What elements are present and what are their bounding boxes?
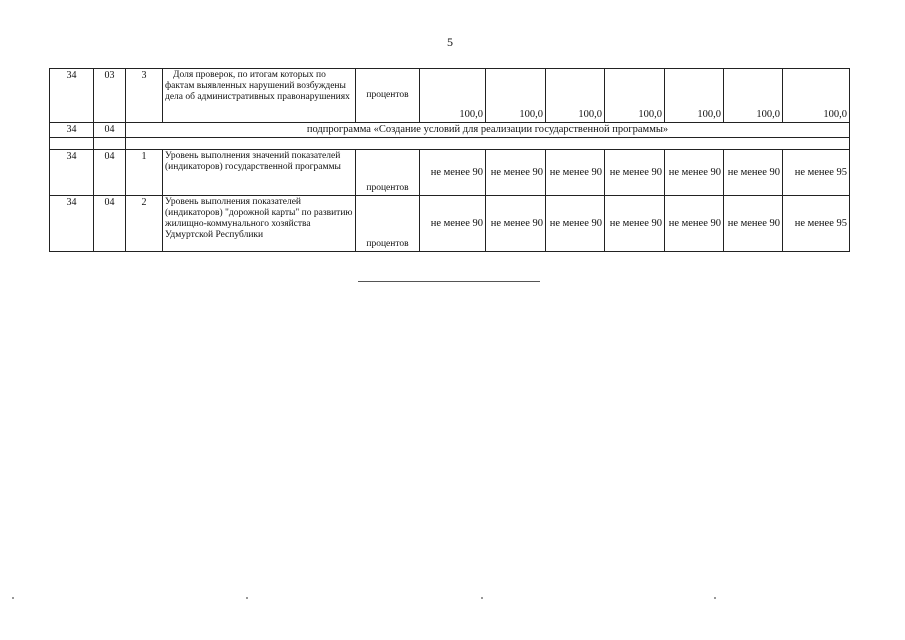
- spacer-row: [50, 138, 850, 150]
- value-cell: не менее 90: [665, 150, 724, 196]
- empty-cell: [50, 138, 94, 150]
- value-cell: 100,0: [724, 69, 783, 123]
- table-row: [50, 150, 850, 196]
- value-cell: не менее 90: [605, 150, 665, 196]
- value-cell: 100,0: [546, 69, 605, 123]
- scan-speck: [12, 597, 14, 599]
- value-cell: не менее 90: [486, 196, 546, 252]
- value-cell: не менее 90: [605, 196, 665, 252]
- value-cell: не менее 95: [783, 150, 850, 196]
- value-cell: 100,0: [783, 69, 850, 123]
- indicators-table: [49, 68, 850, 252]
- page-number: 5: [447, 35, 453, 49]
- empty-cell: [94, 138, 126, 150]
- gp-code-cell: 34: [50, 150, 94, 196]
- value-cell: не менее 90: [420, 150, 486, 196]
- value-cell: не менее 90: [486, 150, 546, 196]
- value-cell: 100,0: [420, 69, 486, 123]
- indicator-name-cell: Уровень выполнения значений показателей (индикаторов) государственной программы: [163, 150, 356, 196]
- value-cell: 100,0: [605, 69, 665, 123]
- value-cell: не менее 95: [783, 196, 850, 252]
- indicator-number-cell: 1: [126, 150, 163, 196]
- pp-code-cell: 03: [94, 69, 126, 123]
- subprogram-row: [50, 123, 850, 138]
- unit-cell: процентов: [356, 69, 420, 123]
- pp-code-cell: 04: [94, 196, 126, 252]
- closing-rule: [358, 281, 540, 282]
- indicator-name-cell: Доля проверок, по итогам которых по фактам выявленных нарушений возбуждены дела об административных правонарушениях: [163, 69, 356, 123]
- scan-speck: [481, 597, 483, 599]
- value-cell: не менее 90: [665, 196, 724, 252]
- value-cell: не менее 90: [724, 150, 783, 196]
- value-cell: не менее 90: [420, 196, 486, 252]
- table-row: [50, 69, 850, 123]
- gp-code-cell: 34: [50, 123, 94, 138]
- value-cell: не менее 90: [724, 196, 783, 252]
- value-cell: 100,0: [486, 69, 546, 123]
- unit-cell: процентов: [356, 196, 420, 252]
- indicator-name-cell: Уровень выполнения показателей (индикаторов) "дорожной карты" по развитию жилищно-коммунального хозяйства Удмуртской Республики: [163, 196, 356, 252]
- empty-cell: [126, 138, 850, 150]
- gp-code-cell: 34: [50, 69, 94, 123]
- value-cell: не менее 90: [546, 196, 605, 252]
- value-cell: не менее 90: [546, 150, 605, 196]
- indicator-number-cell: 3: [126, 69, 163, 123]
- unit-cell: процентов: [356, 150, 420, 196]
- scan-speck: [246, 597, 248, 599]
- pp-code-cell: 04: [94, 123, 126, 138]
- subprogram-title: подпрограмма «Создание условий для реализации государственной программы»: [126, 123, 850, 138]
- value-cell: 100,0: [665, 69, 724, 123]
- gp-code-cell: 34: [50, 196, 94, 252]
- table-row: [50, 196, 850, 252]
- indicator-number-cell: 2: [126, 196, 163, 252]
- pp-code-cell: 04: [94, 150, 126, 196]
- scan-speck: [714, 597, 716, 599]
